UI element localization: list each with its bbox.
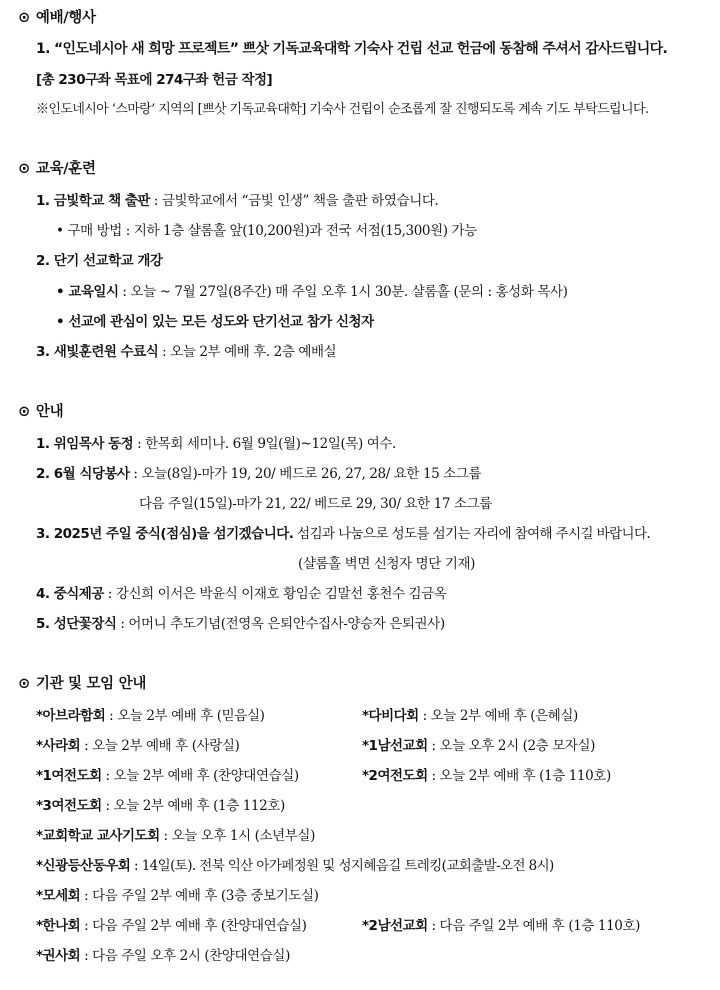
notice-item-3: [36, 522, 650, 542]
group-label: *권사회: [36, 948, 81, 964]
group-label: *사라회: [36, 738, 81, 754]
item-label: • 교육일시: [56, 284, 119, 300]
notice-item-2-next-week: 다음 주일(15일)-마가 21, 22/ 베드로 29, 30/ 요한 17 소그룹: [139, 496, 492, 512]
group-text: : 다음 주일 2부 예배 후 (찬양대연습실): [80, 918, 307, 934]
group-text: : 오늘 2부 예배 후 (믿음실): [105, 708, 265, 724]
group-label: *아브라함회: [36, 708, 106, 724]
group-label: *1여전도회: [36, 768, 102, 784]
group-label: *2남선교회: [362, 918, 428, 934]
item-text: : 오늘(8일)-마가 19, 20/ 베드로 26, 27, 28/ 요한 15 소그룹: [129, 466, 482, 482]
group-label: *한나회: [36, 918, 81, 934]
group-label: *모세회: [36, 888, 81, 904]
item-text: : 금빛학교에서 “금빛 인생” 책을 출판 하였습니다.: [149, 193, 439, 209]
group-text: : 오늘 오후 2시 (2층 모자실): [427, 738, 596, 754]
circle-dot-bullet-icon: ⊙: [18, 10, 30, 26]
group-text: : 오늘 오후 1시 (소년부실): [159, 828, 315, 844]
group-item: [36, 884, 319, 904]
item-label: 1. 위임목사 동정: [36, 436, 134, 452]
item-text: : 어머니 추도기념(전영옥 은퇴안수집사-양승자 은퇴권사): [116, 616, 445, 632]
group-text: : 오늘 2부 예배 후 (사랑실): [80, 738, 240, 754]
worship-item-1: 1. “인도네시아 새 희망 프로젝트” 쁘삿 기독교육대학 기숙사 건립 선교 헌금에 동참해 주셔서 감사드립니다.: [36, 41, 668, 57]
group-label: *3여전도회: [36, 798, 102, 814]
section-title: 안내: [35, 404, 64, 420]
group-text: : 오늘 2부 예배 후 (은혜실): [418, 708, 578, 724]
section-title: 교육/훈련: [35, 161, 96, 177]
group-item: [36, 824, 315, 844]
notice-item-2: [36, 462, 481, 482]
item-label: 3. 새빛훈련원 수료식: [36, 344, 159, 360]
group-text: : 오늘 2부 예배 후 (찬양대연습실): [101, 768, 299, 784]
section-title: 기관 및 모임 안내: [35, 676, 147, 692]
group-item: [36, 854, 554, 874]
item-label: 3. 2025년 주일 중식(점심)을 섬기겠습니다.: [36, 526, 294, 542]
group-item: [36, 914, 306, 934]
item-label: 1. 금빛학교 책 출판: [36, 193, 150, 209]
circle-dot-bullet-icon: ⊙: [18, 404, 30, 420]
item-label: 2. 6월 식당봉사: [36, 466, 130, 482]
section-heading-notice: [18, 400, 63, 421]
group-text: : 14일(토). 전북 익산 아가페정원 및 성지혜음길 트레킹(교회출발-오전 8시): [130, 858, 554, 874]
group-text: : 오늘 2부 예배 후 (1층 112호): [101, 798, 285, 814]
education-item-1: [36, 189, 438, 209]
item-text: : 오늘 2부 예배 후. 2층 예배실: [158, 344, 337, 360]
education-item-2-schedule: [56, 280, 568, 300]
section-heading-groups: [18, 672, 146, 693]
item-text: 섬김과 나눔으로 성도를 섬기는 자리에 참여해 주시길 바랍니다.: [293, 526, 651, 542]
group-label: *다비다회: [362, 708, 419, 724]
group-item: [362, 764, 611, 784]
education-item-2: 2. 단기 선교학교 개강: [36, 253, 163, 269]
worship-item-1-note: ※인도네시아 ‘스마랑’ 지역의 [쁘삿 기독교육대학] 기숙사 건립이 순조롭게 잘 진행되도록 계속 기도 부탁드립니다.: [36, 102, 649, 117]
notice-item-4: [36, 582, 446, 602]
circle-dot-bullet-icon: ⊙: [18, 161, 30, 177]
item-label: 4. 중식제공: [36, 586, 104, 602]
group-item: [36, 794, 285, 814]
group-item: [362, 734, 595, 754]
education-item-1-purchase: • 구매 방법 : 지하 1층 샬롬홀 앞(10,200원)과 전국 서점(15,300원) 가능: [56, 223, 477, 239]
worship-item-1-pledge: [총 230구좌 목표에 274구좌 헌금 작정]: [36, 72, 273, 88]
item-label: 5. 성단꽃장식: [36, 616, 117, 632]
section-heading-worship: [18, 6, 96, 27]
group-item: [362, 704, 578, 724]
circle-dot-bullet-icon: ⊙: [18, 676, 30, 692]
education-item-2-target: • 선교에 관심이 있는 모든 성도와 단기선교 참가 신청자: [56, 314, 374, 330]
item-text: : 오늘 ~ 7월 27일(8주간) 매 주일 오후 1시 30분. 샬롬홀 (문의 : 홍성화 목사): [118, 284, 568, 300]
group-item: [36, 764, 299, 784]
group-text: : 다음 주일 오후 2시 (찬양대연습실): [80, 948, 290, 964]
notice-item-1: [36, 432, 396, 452]
group-label: *신광등산동우회: [36, 858, 131, 874]
notice-item-3-note: (샬롬홀 벽면 신청자 명단 기재): [298, 556, 475, 572]
group-item: [362, 914, 640, 934]
group-label: *2여전도회: [362, 768, 428, 784]
group-text: : 다음 주일 2부 예배 후 (1층 110호): [427, 918, 640, 934]
item-text: : 한목회 세미나. 6월 9일(월)~12일(목) 여수.: [133, 436, 396, 452]
group-item: [36, 734, 239, 754]
group-label: *1남선교회: [362, 738, 428, 754]
group-item: [36, 704, 264, 724]
group-text: : 오늘 2부 예배 후 (1층 110호): [427, 768, 611, 784]
education-item-3: [36, 340, 336, 360]
item-text: : 강신희 이서은 박윤식 이재호 황임순 김말선 홍천수 김금옥: [103, 586, 447, 602]
section-heading-education: [18, 157, 96, 178]
group-text: : 다음 주일 2부 예배 후 (3층 중보기도실): [80, 888, 319, 904]
group-label: *교회학교 교사기도회: [36, 828, 160, 844]
group-item: [36, 944, 290, 964]
notice-item-5: [36, 612, 445, 632]
section-title: 예배/행사: [35, 10, 96, 26]
